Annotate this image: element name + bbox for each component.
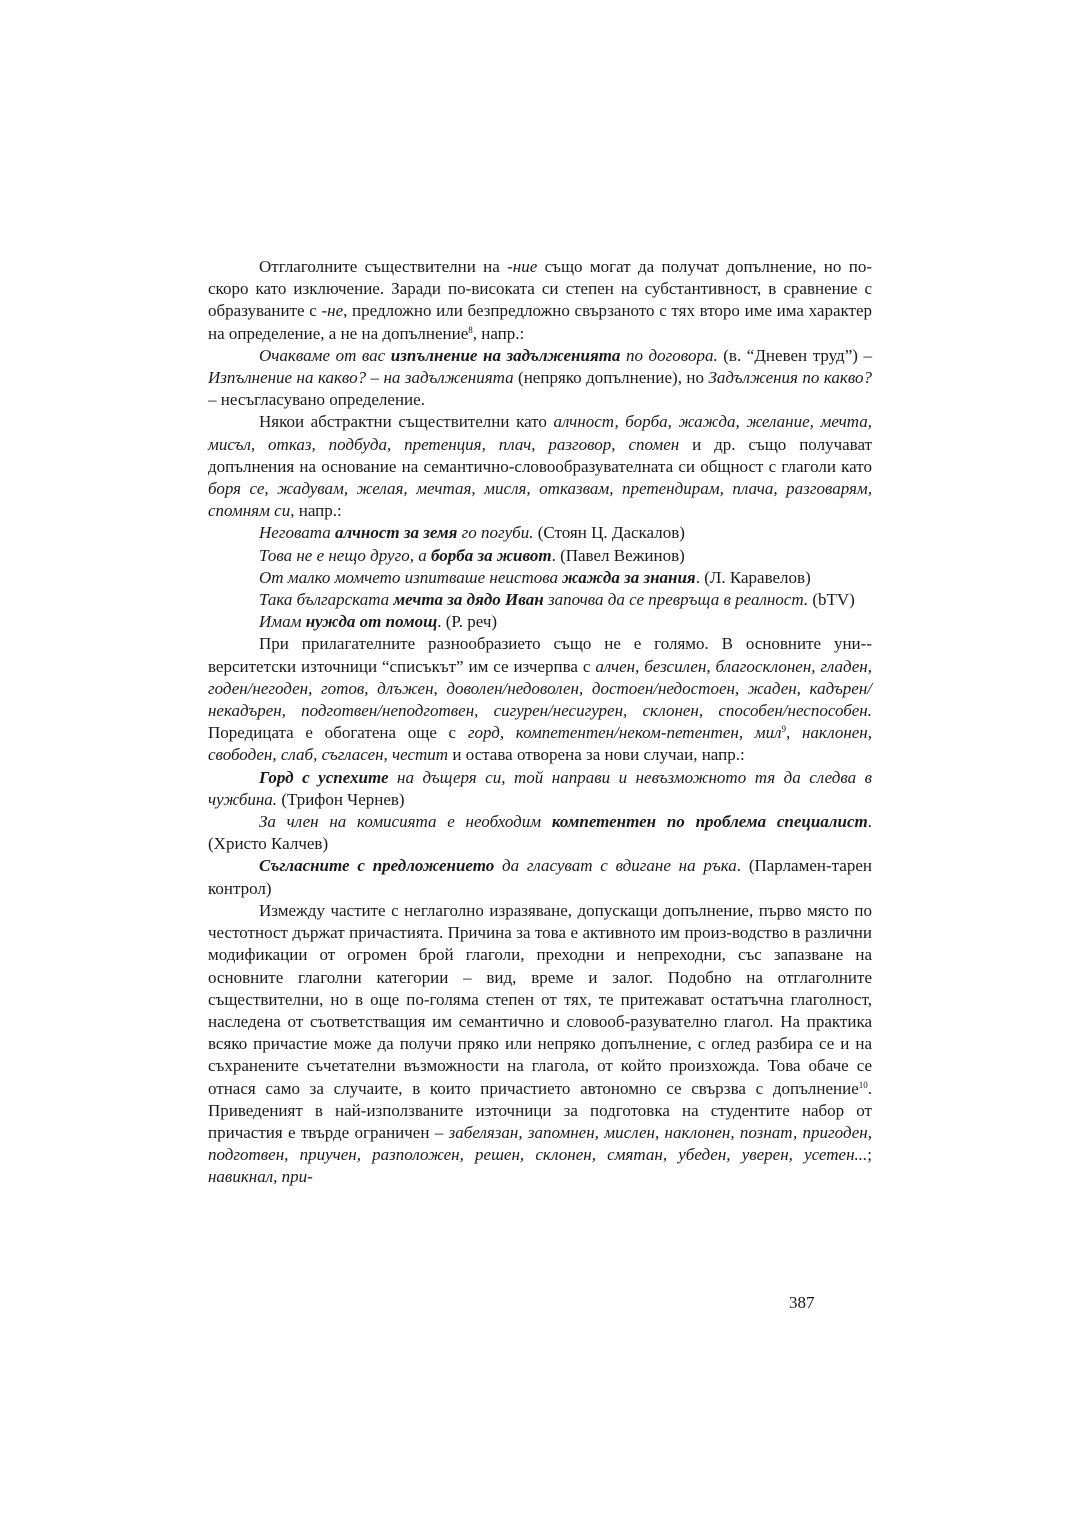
italic-text: го погуби. [457,523,534,543]
italic-text: да гласуват с вдигане на ръка [494,856,737,876]
footnote-ref: 9 [781,724,787,735]
italic-text: Неговата [259,523,335,543]
text-run: също могат да получат допълнение, но по-скоро като изключение. Заради по-високата си степен на субстантивност, в сравнение с образуваните с [208,257,872,321]
example-highlight: Съгласните с предложението [259,856,495,876]
italic-text: Очакваме от вас [259,345,391,365]
text-run: Отглаголните съществителни на [259,257,508,276]
italic-text: Изпълнение на какво? – на задълженията [208,368,514,388]
italic-text: алчен, безсилен, благосклонен, гладен, годен/негоден, готов, длъжен, доволен/недоволен, достоен/недостоен, жаден, кадърен/некадърен, подготвен/неподготвен, сигурен/несигурен, склонен, способен/неспособен. [208,656,872,721]
text-run: (в. “Дневен труд”) – [717,345,872,365]
paragraph [208,545,872,567]
italic-text: боря се, жадувам, желая, мечтая, мисля, отказвам, претендирам, плача, разговарям, спомням си [208,479,872,521]
example-highlight: Горд с успехите [259,767,389,787]
text-run: . (Парламен-тарен контрол) [208,856,872,898]
text-run: . (Л. Каравелов) [695,567,811,587]
text-run: и др. също получават допълнения на основание на семантично-словообразувателната си общност с глаголи като [208,434,873,476]
text-run: . (Р. реч) [437,612,498,632]
italic-text: От малко момчето изпитваше неистова [259,567,563,587]
italic-text: За член на комисията е необходим [259,812,552,832]
text-run: , напр.: [472,323,525,343]
text-run: Измежду частите с неглаголно изразяване, допускащи допълнение, първо място по честотност държат причастията. Причина за това е активното им произ-водство в различни модификации от огромен брой глаголи, преходни и непреходни, със запазване на основните глаголни категории – вид, време и залог. Подобно на отглаголните съществителни, но в още по-голяма степен от тях, те притежават остатъчна глаголност, наследена от съответстващия им семантично и словооб-разувателно глагол. На практика всяко причастие може да получи пряко или непряко допълнение, с оглед разбира се и на съхранените съчетателни възможности на глагола, от който произхожда. Това обаче се отнася само за случаите, в които причастието автономно се свързва с допълнение [208,900,872,1098]
italic-text: по договора. [620,345,718,365]
paragraph [208,567,872,589]
text-run: . Приведеният в най-използваните източници за подготовка на студентите набор от причастия е твърде ограничен – [208,1078,872,1142]
italic-text: на дъщеря си, той направи и невъзможното тя да следва в чужбина. [208,767,872,809]
page-number: 387 [789,1293,815,1312]
text-run: При прилагателните разнообразието също не е голямо. В основните уни-верситетски източници “списъкът” им се изчерпва с [208,634,872,676]
italic-text: -ние [507,257,538,276]
text-run: Поредицата е обогатена още с [208,723,468,743]
italic-text: алчност, борба, жажда, желание, мечта, мисъл, отказ, подбуда, претенция, плач, разговор, спомен [208,412,872,454]
text-run: , напр.: [290,501,342,521]
italic-text: Задължения по какво? [708,368,873,388]
text-run: (Стоян Ц. Даскалов) [533,523,685,543]
footnote-ref: 8 [468,324,473,335]
text-run: (Трифон Чернев) [277,789,405,809]
italic-text: , наклонен, свободен, слаб, съгласен, честит [208,723,872,765]
italic-text: -не [321,301,344,321]
text-run: , предложно или безпредложно свързаното с тях второ име има характер на определение, а не на допълнение [208,301,872,343]
paragraph [208,256,872,345]
text-run: (bTV) [808,590,855,610]
text-run: ; [867,1145,872,1165]
paragraph [208,811,872,855]
paragraph [208,411,872,522]
italic-text: забелязан, запомнен, мислен, наклонен, познат, пригоден, подготвен, приучен, разположен, решен, склонен, смятан, убеден, уверен, усетен... [208,1122,872,1165]
example-highlight: изпълнение на задълженията [390,345,621,365]
paragraph [208,633,872,766]
paragraph [208,522,872,544]
paragraph [208,767,872,811]
example-highlight: борба за живот [430,545,552,565]
example-highlight: жажда за знания [562,567,696,587]
footnote-ref: 10 [858,1079,868,1090]
italic-text: Имам [259,612,306,632]
italic-text: Така българската [259,590,394,610]
paragraph [208,589,872,611]
italic-text: навикнал, при- [208,1167,313,1187]
example-highlight: алчност за земя [334,523,458,543]
paragraph [208,900,872,1189]
paragraph [208,345,872,412]
example-highlight: нужда от помощ [305,612,438,632]
italic-text: Това не е нещо друго, а [259,545,431,565]
italic-text: горд, компетентен/неком-петентен, мил [467,723,782,743]
text-run: (непряко допълнение), но [513,368,709,388]
text-run: – несъгласувано определение. [208,390,425,410]
italic-text: започва да се превръща в реалност. [543,590,809,610]
text-run: . (Павел Вежинов) [551,545,685,565]
body-text [208,256,872,1189]
text-run: Някои абстрактни съществителни като [259,412,554,432]
example-highlight: мечта за дядо Иван [393,590,544,610]
paragraph [208,611,872,633]
text-run: . (Христо Калчев) [208,812,872,854]
text-run: и остава отворена за нови случаи, напр.: [448,745,745,765]
example-highlight: компетентен по проблема специалист [551,812,868,832]
paragraph [208,855,872,899]
